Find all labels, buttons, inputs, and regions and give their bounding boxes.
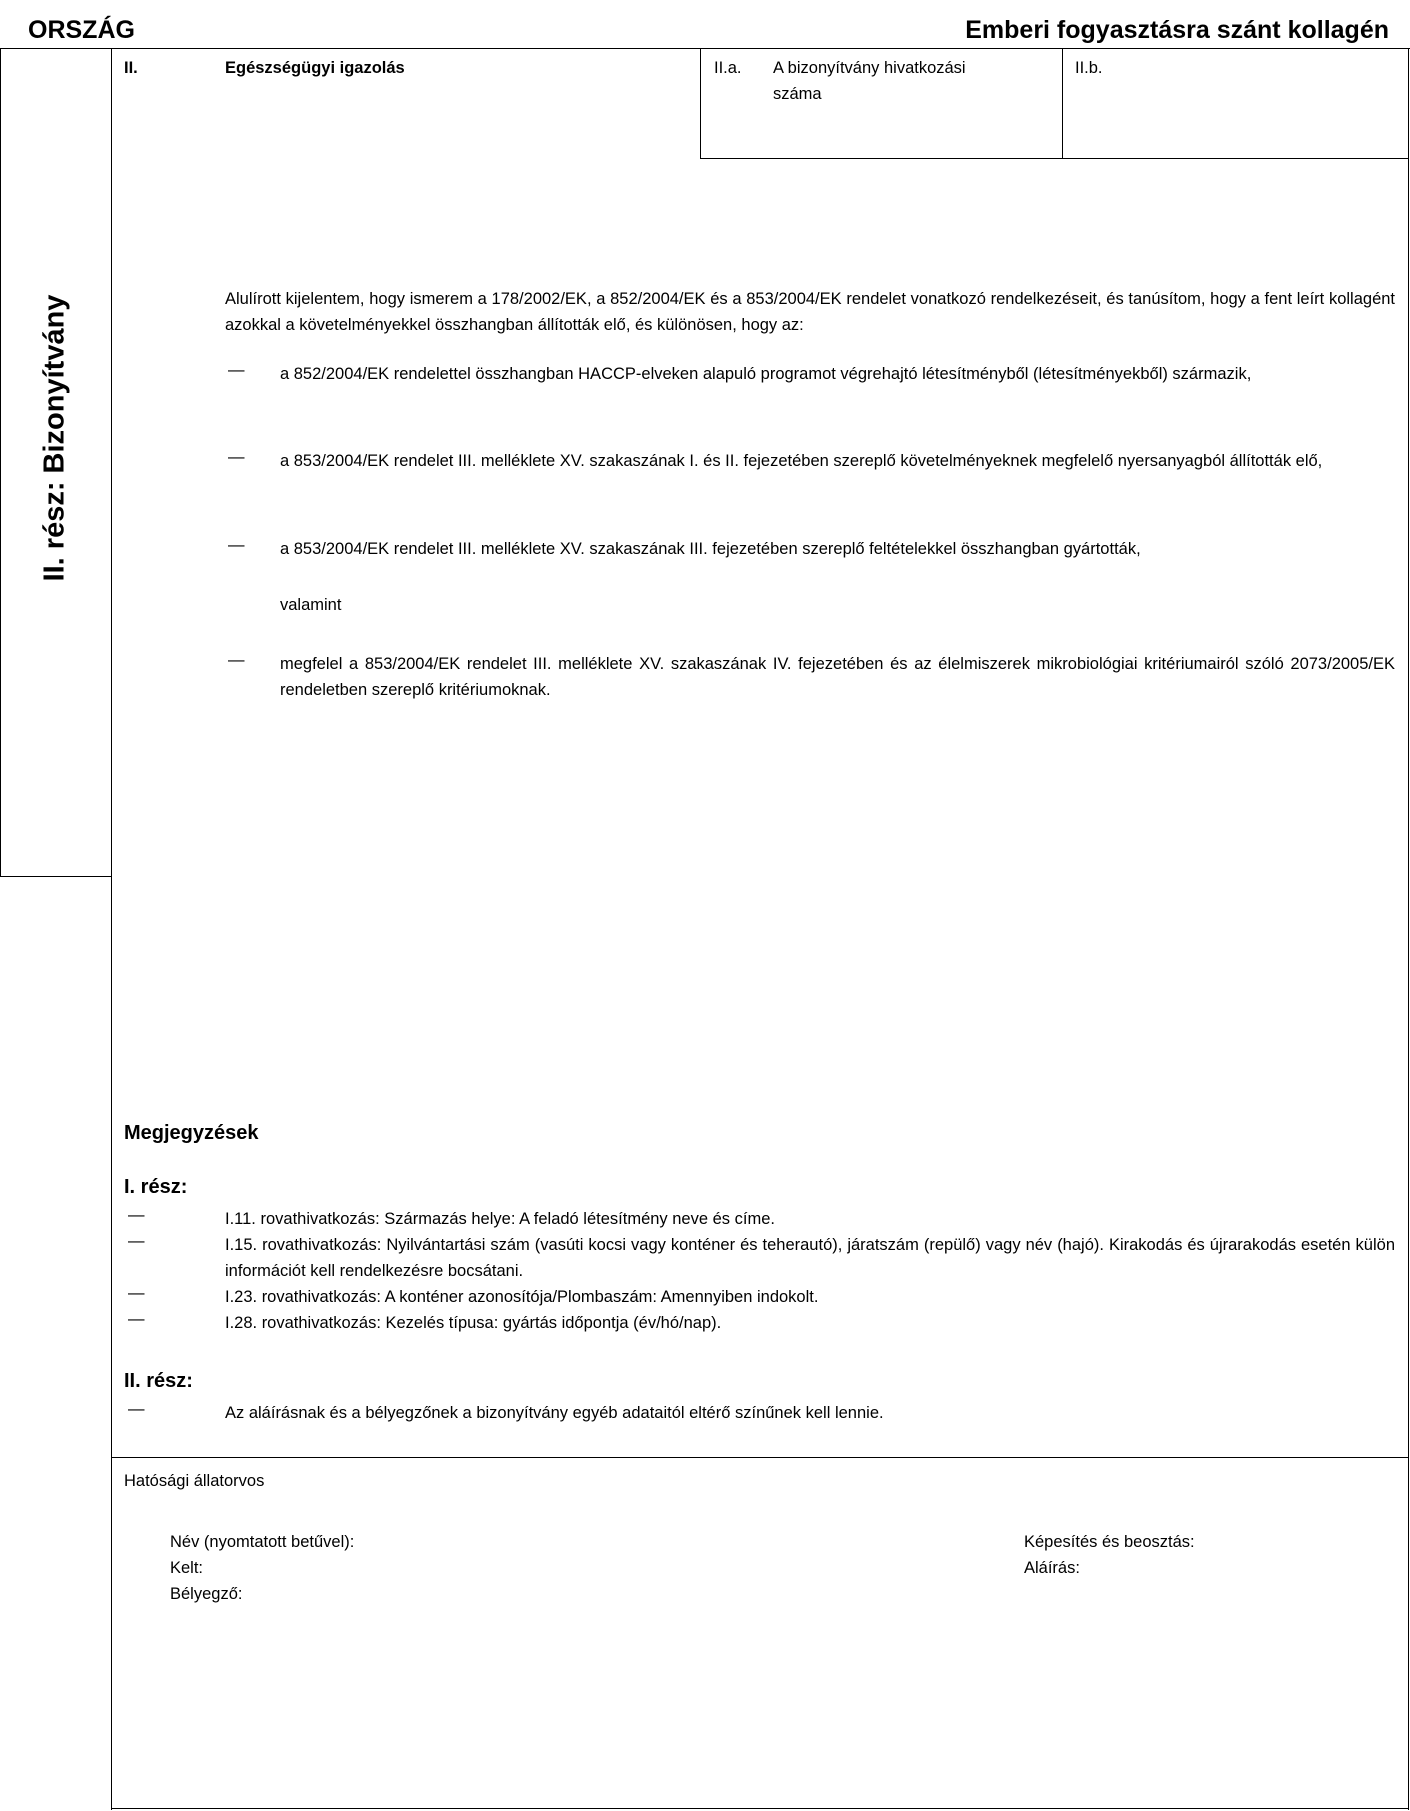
declaration-item-3: a 853/2004/EK rendelet III. melléklete XV. szakaszának III. fejezetében szereplő feltételekkel összhangban gyártották, [280,540,1141,558]
signature-title: Hatósági állatorvos [124,1472,265,1490]
signature-label: Aláírás: [1024,1559,1080,1577]
ref-box-mid-border [1062,48,1063,158]
signature-divider [111,1457,1409,1458]
notes-title: Megjegyzések [124,1122,259,1144]
ref-box-left-border [700,48,701,158]
qualification-label: Képesítés és beosztás: [1024,1533,1195,1551]
declaration-item-2: a 853/2004/EK rendelet III. melléklete XV. szakaszának I. és II. fejezetében szereplő követelményeknek megfelelő nyersanyagból állították elő, [280,452,1323,470]
stamp-label: Bélyegző: [170,1585,243,1603]
main-left-border [111,48,112,1810]
declaration-intro: Alulírott kijelentem, hogy ismerem a 178/2002/EK, a 852/2004/EK és a 853/2004/EK rendelet vonatkozó rendelkezéseit, és tanúsítom, hogy a fent leírt kollagént azokkal a követelményekkel összhangban állították elő, és különösen, hogy az: [225,290,1395,334]
name-label: Név (nyomtatott betűvel): [170,1533,355,1551]
top-border [0,48,1410,49]
item-dash: — [128,1310,145,1328]
section-title: Egészségügyi igazolás [225,59,405,77]
commodity-heading: Emberi fogyasztásra szánt kollagén [965,16,1389,44]
item-dash: — [128,1232,145,1250]
declaration-item-4: megfelel a 853/2004/EK rendelet III. melléklete XV. szakaszának IV. fejezetében és az élelmiszerek mikrobiológiai kritériumairól szóló 2073/2005/EK rendeletben szereplő kritériumoknak. [280,655,1395,699]
item-dash: — [128,1400,145,1418]
country-heading: ORSZÁG [28,16,135,44]
item-dash: — [228,651,245,669]
notes-part1-title: I. rész: [124,1176,188,1198]
note-part2-item-1: Az aláírásnak és a bélyegzőnek a bizonyítvány egyéb adataitól eltérő színűnek kell lennie. [225,1404,884,1422]
note-part1-item-4: I.28. rovathivatkozás: Kezelés típusa: gyártás időpontja (év/hó/nap). [225,1314,722,1332]
ref-a-label-line1: A bizonyítvány hivatkozási [773,59,966,77]
item-dash: — [128,1206,145,1224]
date-label: Kelt: [170,1559,204,1577]
item-dash: — [228,361,245,379]
bottom-border [111,1808,1409,1809]
note-part1-item-3: I.23. rovathivatkozás: A konténer azonosítója/Plombaszám: Amennyiben indokolt. [225,1288,819,1306]
ref-a-code: II.a. [714,59,742,77]
ref-b-code: II.b. [1075,59,1103,77]
note-part1-item-2: I.15. rovathivatkozás: Nyilvántartási szám (vasúti kocsi vagy konténer és teherautó), járatszám (repülő) vagy név (hajó). Kirakodás és újrarakodás esetén külön információt kell rendelkezésre bocsátani. [225,1236,1395,1280]
sidebar-bottom-border [0,876,112,877]
declaration-item-1: a 852/2004/EK rendelettel összhangban HACCP-elveken alapuló programot végrehajtó létesítményből (létesítményekből) származik, [280,365,1252,383]
item-dash: — [228,448,245,466]
declaration-conjunction: valamint [280,596,342,614]
note-part1-item-1: I.11. rovathivatkozás: Származás helye: A feladó létesítmény neve és címe. [225,1210,775,1228]
ref-box-bottom-border [700,158,1409,159]
section-number: II. [124,59,138,77]
item-dash: — [228,536,245,554]
item-dash: — [128,1284,145,1302]
notes-part2-title: II. rész: [124,1370,193,1392]
right-border [1408,48,1409,1810]
ref-a-label-line2: száma [773,85,822,103]
sidebar [0,0,110,876]
sidebar-label: II. rész: Bizonyítvány [38,294,71,582]
